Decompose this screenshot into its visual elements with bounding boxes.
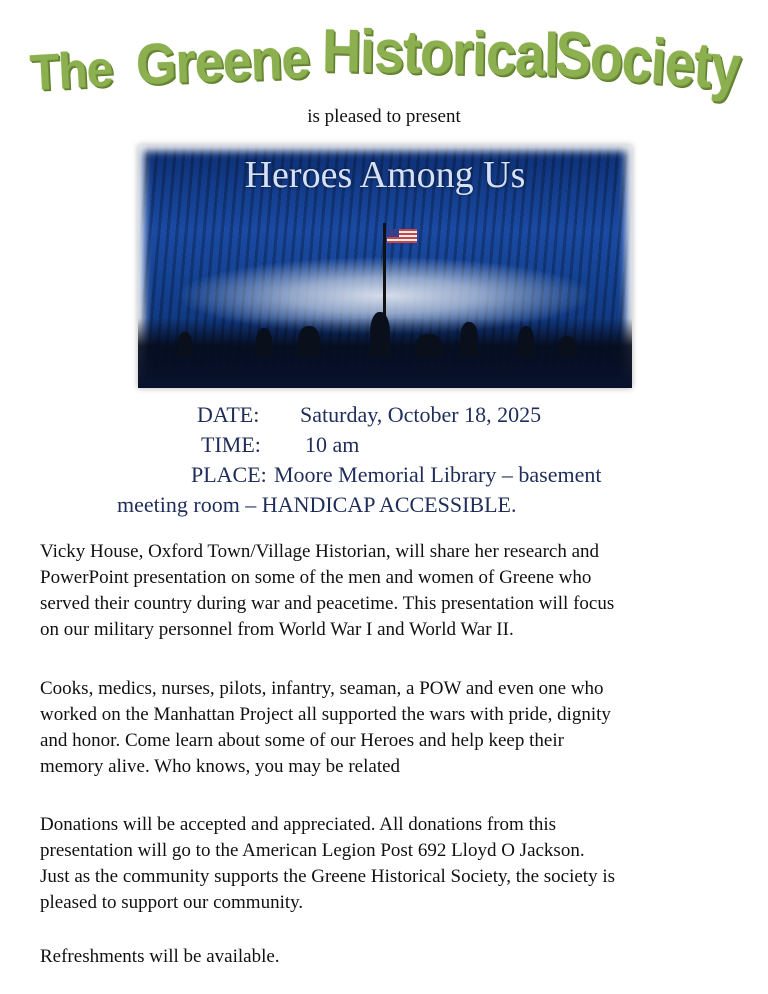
text-line: on our military personnel from World War I and World War II. [40, 619, 514, 640]
heroes-banner-image [138, 145, 632, 388]
society-title [0, 0, 768, 110]
date-row [197, 402, 541, 428]
soldier-silhouette-icon [298, 326, 320, 358]
soldier-silhouette-icon [558, 336, 576, 358]
place-row [191, 462, 601, 488]
place-value: Moore Memorial Library – basement [274, 462, 602, 487]
soldier-silhouette-icon [518, 326, 534, 358]
text-line: Cooks, medics, nurses, pilots, infantry, seaman, a POW and even one who [40, 678, 604, 699]
time-value: 10 am [305, 432, 360, 457]
place-label: PLACE: [191, 462, 267, 487]
title-word: Historical [321, 17, 559, 89]
paragraph-donations [40, 812, 740, 916]
time-row [201, 432, 359, 458]
paragraph-refreshments [40, 944, 740, 970]
text-line: pleased to support our community. [40, 892, 304, 913]
text-line: served their country during war and peacetime. This presentation will focus [40, 593, 615, 614]
subtitle: is pleased to present [307, 106, 461, 127]
soldier-silhouette-icon [178, 332, 192, 358]
text-line: presentation will go to the American Legion Post 692 Lloyd O Jackson. [40, 840, 585, 861]
title-word: Greene [135, 26, 311, 98]
title-word: The [28, 41, 114, 102]
text-line: Donations will be accepted and appreciated. All donations from this [40, 814, 557, 835]
banner-title: Heroes Among Us [244, 154, 526, 196]
text-line: Just as the community supports the Greene Historical Society, the society is [40, 866, 615, 887]
text-line: Vicky House, Oxford Town/Village Historian, will share her research and [40, 541, 600, 562]
soldier-silhouette-icon [460, 322, 478, 358]
text-line: and honor. Come learn about some of our Heroes and help keep their [40, 730, 564, 751]
date-label: DATE: [197, 402, 260, 427]
place-row-continued [117, 492, 516, 518]
place-value-continued: meeting room – HANDICAP ACCESSIBLE. [117, 492, 517, 517]
time-label: TIME: [201, 432, 261, 457]
soldier-silhouette-icon [416, 334, 442, 358]
paragraph-heroes [40, 676, 740, 780]
soldier-silhouette-icon [370, 312, 390, 358]
title-word: Society [553, 18, 742, 104]
soldier-silhouette-icon [256, 328, 272, 358]
paragraph-presenter [40, 539, 740, 643]
text-line: memory alive. Who knows, you may be related [40, 756, 401, 777]
text-line: PowerPoint presentation on some of the men and women of Greene who [40, 567, 592, 588]
text-line: Refreshments will be available. [40, 946, 280, 967]
text-line: worked on the Manhattan Project all supported the wars with pride, dignity [40, 704, 611, 725]
date-value: Saturday, October 18, 2025 [300, 402, 542, 427]
american-flag-icon [387, 229, 417, 243]
